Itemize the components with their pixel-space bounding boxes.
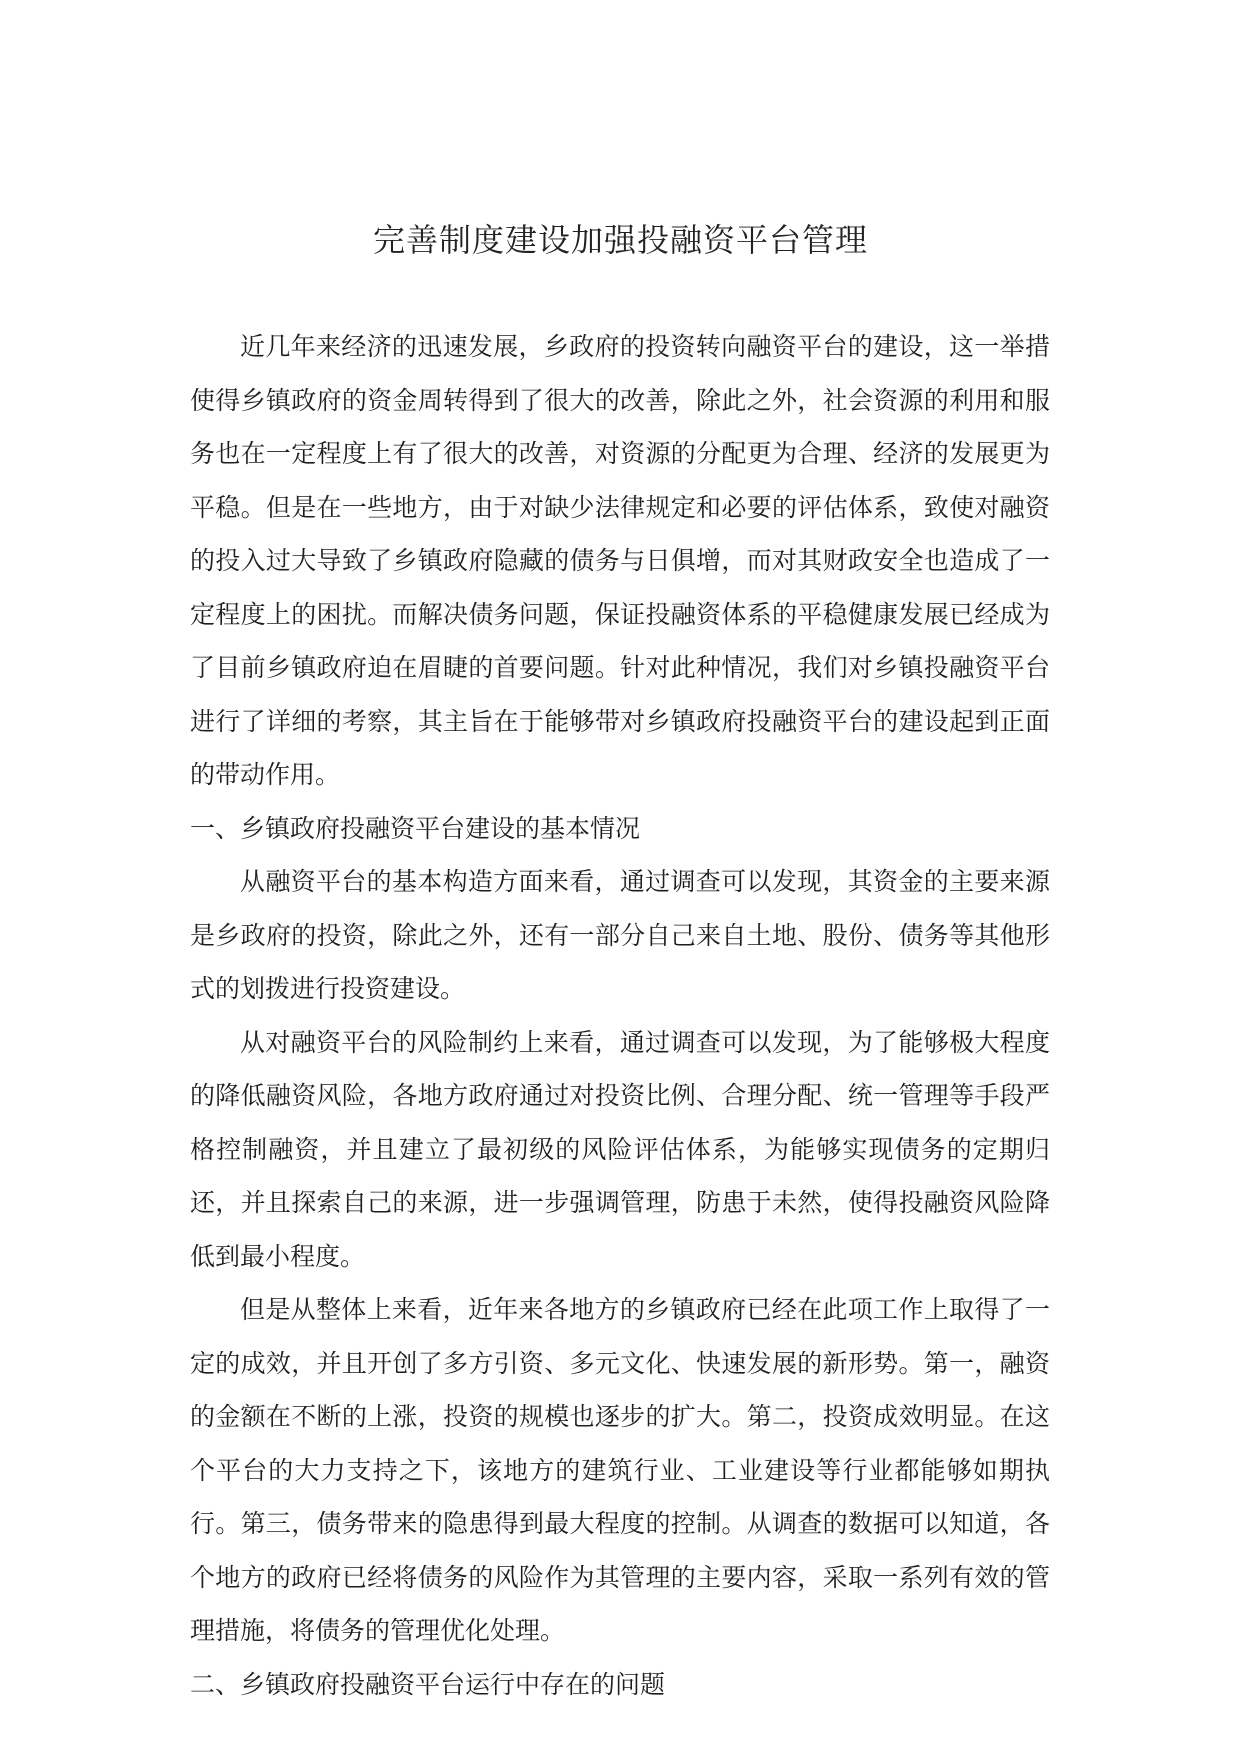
section-heading-1: 一、乡镇政府投融资平台建设的基本情况 bbox=[190, 813, 641, 843]
paragraph-achievements: 但是从整体上来看，近年来各地方的乡镇政府已经在此项工作上取得了一定的成效，并且开创了多方引资、多元文化、快速发展的新形势。第一，融资的金额在不断的上涨，投资的规模也逐步的扩大。第二，投资成效明显。在这个平台的大力支持之下，该地方的建筑行业、工业建设等行业都能够如期执行。第三，债务带来的隐患得到最大程度的控制。从调查的数据可以知道，各个地方的政府已经将债务的风险作为其管理的主要内容，采取一系列有效的管理措施，将债务的管理优化处理。 bbox=[190, 1295, 1050, 1645]
paragraph-intro: 近几年来经济的迅速发展，乡政府的投资转向融资平台的建设，这一举措使得乡镇政府的资金周转得到了很大的改善，除此之外，社会资源的利用和服务也在一定程度上有了很大的改善，对资源的分配更为合理、经济的发展更为平稳。但是在一些地方，由于对缺少法律规定和必要的评估体系，致使对融资的投入过大导致了乡镇政府隐藏的债务与日俱增，而对其财政安全也造成了一定程度上的困扰。而解决债务问题，保证投融资体系的平稳健康发展已经成为了目前乡镇政府迫在眉睫的首要问题。针对此种情况，我们对乡镇投融资平台进行了详细的考察，其主旨在于能够带对乡镇政府投融资平台的建设起到正面的带动作用。 bbox=[190, 332, 1050, 789]
paragraph-risk: 从对融资平台的风险制约上来看，通过调查可以发现，为了能够极大程度的降低融资风险，各地方政府通过对投资比例、合理分配、统一管理等手段严格控制融资，并且建立了最初级的风险评估体系，为能够实现债务的定期归还，并且探索自己的来源，进一步强调管理，防患于未然，使得投融资风险降低到最小程度。 bbox=[190, 1027, 1050, 1271]
document-body bbox=[190, 320, 1050, 1711]
paragraph-structure: 从融资平台的基本构造方面来看，通过调查可以发现，其资金的主要来源是乡政府的投资，除此之外，还有一部分自己来自土地、股份、债务等其他形式的划拨进行投资建设。 bbox=[190, 867, 1050, 1003]
section-heading-2: 二、乡镇政府投融资平台运行中存在的问题 bbox=[190, 1669, 666, 1699]
document-title: 完善制度建设加强投融资平台管理 bbox=[372, 221, 868, 259]
